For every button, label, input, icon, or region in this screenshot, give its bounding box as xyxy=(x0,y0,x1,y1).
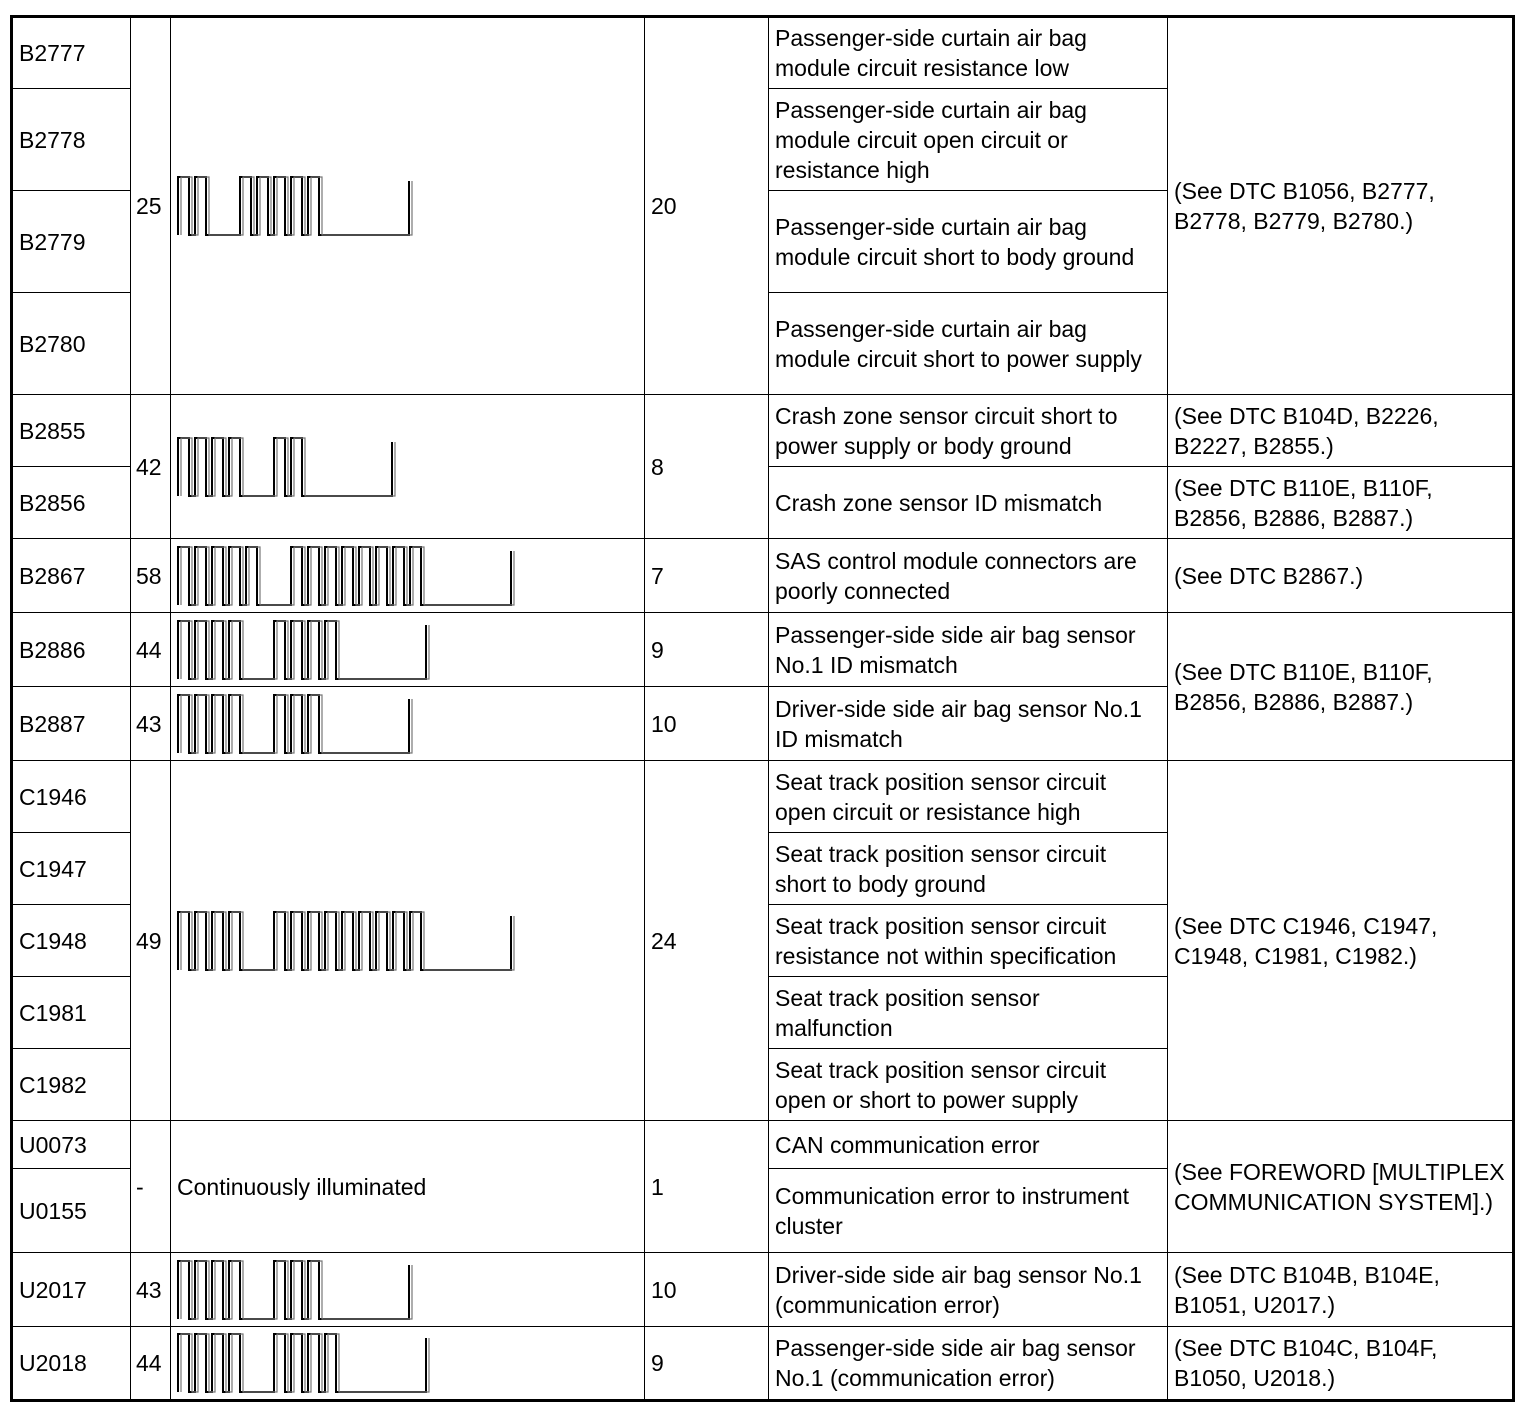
flash-code: 49 xyxy=(131,761,171,1121)
dtc-description: Passenger-side side air bag sensor No.1 ID mismatch xyxy=(769,613,1168,687)
dtc-description: Passenger-side curtain air bag module circuit open circuit or resistance high xyxy=(769,89,1168,191)
dtc-description: Passenger-side curtain air bag module circuit short to power supply xyxy=(769,293,1168,395)
dtc-description: SAS control module connectors are poorly connected xyxy=(769,539,1168,613)
dtc-code: B2779 xyxy=(12,191,131,293)
blink-count: 10 xyxy=(645,687,769,761)
dtc-description: Crash zone sensor ID mismatch xyxy=(769,467,1168,539)
dtc-description: Passenger-side curtain air bag module circuit resistance low xyxy=(769,17,1168,89)
table-row xyxy=(12,1121,1514,1169)
flash-pattern xyxy=(171,761,645,1121)
dtc-code: C1946 xyxy=(12,761,131,833)
dtc-code: C1947 xyxy=(12,833,131,905)
dtc-description: Passenger-side curtain air bag module circuit short to body ground xyxy=(769,191,1168,293)
dtc-reference: (See DTC B104B, B104E, B1051, U2017.) xyxy=(1168,1253,1514,1327)
dtc-code: B2867 xyxy=(12,539,131,613)
dtc-reference: (See DTC B2867.) xyxy=(1168,539,1514,613)
flash-pattern xyxy=(171,539,645,613)
dtc-code: U2017 xyxy=(12,1253,131,1327)
flash-code: 44 xyxy=(131,613,171,687)
flash-pulse-line xyxy=(178,438,392,496)
dtc-table xyxy=(10,15,1515,1402)
flash-code: 25 xyxy=(131,17,171,395)
table-row xyxy=(12,761,1514,833)
dtc-code: C1948 xyxy=(12,905,131,977)
dtc-reference: (See DTC B110E, B110F, B2856, B2886, B2887.) xyxy=(1168,613,1514,761)
dtc-description: Crash zone sensor circuit short to power supply or body ground xyxy=(769,395,1168,467)
dtc-code: U2018 xyxy=(12,1327,131,1401)
dtc-code: B2777 xyxy=(12,17,131,89)
dtc-description: Passenger-side side air bag sensor No.1 (communication error) xyxy=(769,1327,1168,1401)
dtc-reference: (See DTC B1056, B2777, B2778, B2779, B2780.) xyxy=(1168,17,1514,395)
blink-count: 8 xyxy=(645,395,769,539)
blink-count: 24 xyxy=(645,761,769,1121)
table-row xyxy=(12,613,1514,687)
dtc-code: B2856 xyxy=(12,467,131,539)
dtc-code: C1981 xyxy=(12,977,131,1049)
dtc-code: B2855 xyxy=(12,395,131,467)
flash-pattern-waveform xyxy=(175,171,641,241)
table-row xyxy=(12,1327,1514,1401)
blink-count: 1 xyxy=(645,1121,769,1253)
flash-pattern-waveform xyxy=(175,541,641,611)
flash-pulse-shadow xyxy=(181,1261,412,1319)
flash-code: 43 xyxy=(131,1253,171,1327)
flash-pattern xyxy=(171,613,645,687)
flash-pattern-waveform xyxy=(175,906,641,976)
dtc-reference: (See DTC C1946, C1947, C1948, C1981, C1982.) xyxy=(1168,761,1514,1121)
blink-count: 9 xyxy=(645,1327,769,1401)
dtc-description: Communication error to instrument cluster xyxy=(769,1169,1168,1253)
dtc-description: Driver-side side air bag sensor No.1 (communication error) xyxy=(769,1253,1168,1327)
dtc-code: B2778 xyxy=(12,89,131,191)
dtc-description: Driver-side side air bag sensor No.1 ID mismatch xyxy=(769,687,1168,761)
table-row xyxy=(12,395,1514,467)
flash-pattern-waveform xyxy=(175,1255,641,1325)
dtc-description: CAN communication error xyxy=(769,1121,1168,1169)
dtc-code: B2887 xyxy=(12,687,131,761)
blink-count: 20 xyxy=(645,17,769,395)
flash-pulse-shadow xyxy=(181,621,429,679)
table-row xyxy=(12,1253,1514,1327)
flash-pattern-waveform xyxy=(175,1328,641,1398)
flash-code: - xyxy=(131,1121,171,1253)
flash-pattern-text: Continuously illuminated xyxy=(171,1121,645,1253)
flash-pulse-shadow xyxy=(181,912,514,970)
dtc-reference: (See DTC B104C, B104F, B1050, U2018.) xyxy=(1168,1327,1514,1401)
flash-pattern-waveform xyxy=(175,615,641,685)
flash-code: 44 xyxy=(131,1327,171,1401)
dtc-description: Seat track position sensor circuit short to body ground xyxy=(769,833,1168,905)
flash-pulse-shadow xyxy=(181,695,412,753)
flash-pattern-waveform xyxy=(175,689,641,759)
dtc-code: B2886 xyxy=(12,613,131,687)
flash-pattern-waveform xyxy=(175,432,641,502)
flash-code: 58 xyxy=(131,539,171,613)
flash-pattern xyxy=(171,1327,645,1401)
flash-pulse-shadow xyxy=(181,547,514,605)
blink-count: 9 xyxy=(645,613,769,687)
table-row xyxy=(12,539,1514,613)
flash-pulse-shadow xyxy=(181,438,395,496)
dtc-reference: (See DTC B110E, B110F, B2856, B2886, B2887.) xyxy=(1168,467,1514,539)
dtc-code: C1982 xyxy=(12,1049,131,1121)
dtc-description: Seat track position sensor malfunction xyxy=(769,977,1168,1049)
flash-code: 43 xyxy=(131,687,171,761)
dtc-reference: (See FOREWORD [MULTIPLEX COMMUNICATION SYSTEM].) xyxy=(1168,1121,1514,1253)
flash-code: 42 xyxy=(131,395,171,539)
table-row xyxy=(12,17,1514,89)
dtc-reference: (See DTC B104D, B2226, B2227, B2855.) xyxy=(1168,395,1514,467)
dtc-code: U0073 xyxy=(12,1121,131,1169)
flash-pattern xyxy=(171,395,645,539)
flash-pattern xyxy=(171,1253,645,1327)
dtc-code: U0155 xyxy=(12,1169,131,1253)
dtc-code: B2780 xyxy=(12,293,131,395)
flash-pattern xyxy=(171,17,645,395)
flash-pulse-shadow xyxy=(181,1334,429,1392)
blink-count: 7 xyxy=(645,539,769,613)
dtc-description: Seat track position sensor circuit open circuit or resistance high xyxy=(769,761,1168,833)
dtc-description: Seat track position sensor circuit resistance not within specification xyxy=(769,905,1168,977)
flash-pattern xyxy=(171,687,645,761)
flash-pulse-shadow xyxy=(181,177,412,235)
dtc-description: Seat track position sensor circuit open or short to power supply xyxy=(769,1049,1168,1121)
blink-count: 10 xyxy=(645,1253,769,1327)
